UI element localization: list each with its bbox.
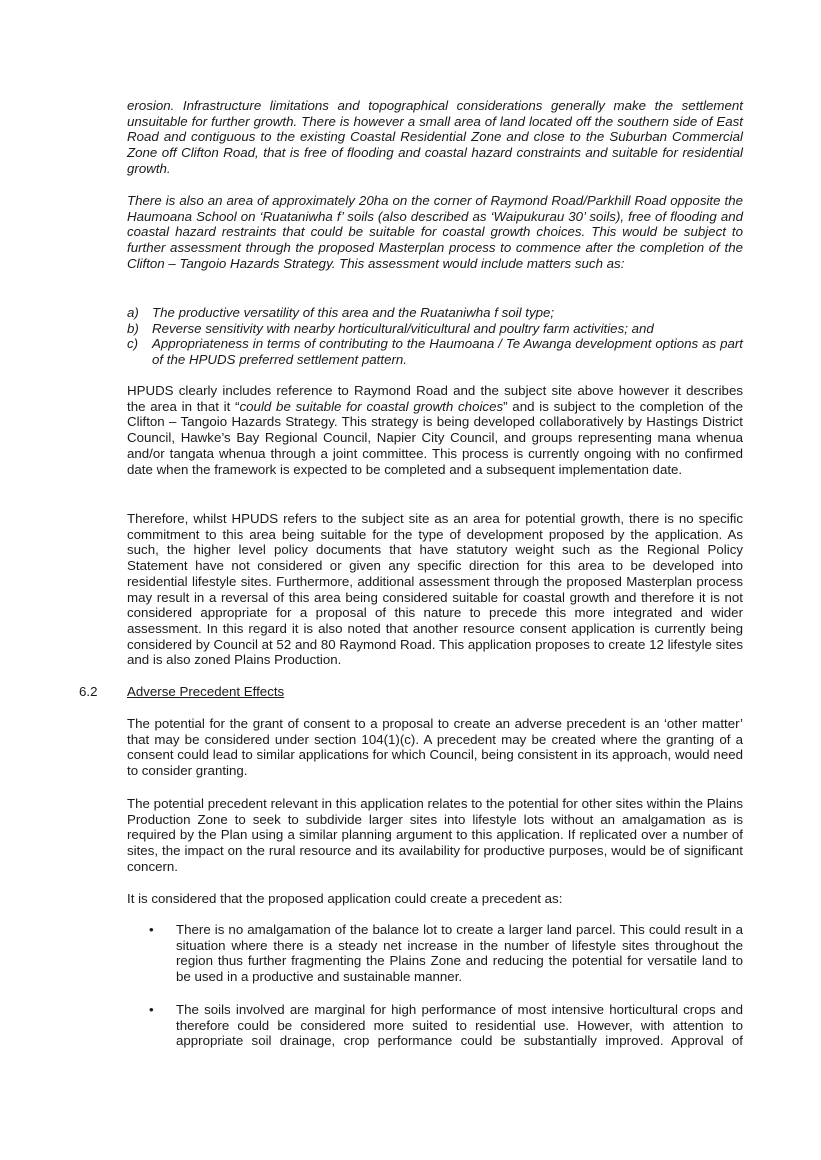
paragraph-erosion: erosion. Infrastructure limitations and topographical considerations generally make the settlement unsuitable for further growth. There is however a small area of land located off the southern side of East Road and contiguous to the existing Coastal Residential Zone and close to the Suburban Commercial Zone off Clifton Road, that is free of flooding and coastal hazard constraints and suitable for residential growth. — [127, 98, 743, 176]
list-item-label: c) — [127, 336, 139, 351]
paragraph-text: HPUDS clearly includes reference to Raymond Road and the subject site above however it describes the area in that it “ — [127, 383, 743, 414]
paragraph-precedent-list-intro: It is considered that the proposed application could create a precedent as: — [127, 891, 563, 906]
bullet-text: There is no amalgamation of the balance lot to create a larger land parcel. This could result in a situation where there is a steady net increase in the number of lifestyle sites throughout the region thus further fragmenting the Plains Zone and reducing the potential for versatile land to be used in a productive and sustainable manner. — [176, 922, 743, 985]
paragraph-raymond-road-area: There is also an area of approximately 20ha on the corner of Raymond Road/Parkhill Road opposite the Haumoana School on ‘Ruataniwha f’ soils (also described as ‘Waipukurau 30’ soils), free of flooding and coastal hazard restraints that could be suitable for coastal growth choices. This would be subject to further assessment through the proposed Masterplan process to commence after the completion of the Clifton – Tangoio Hazards Strategy. This assessment would include matters such as: — [127, 193, 743, 271]
paragraph-hpuds-reference — [127, 383, 743, 477]
paragraph-therefore: Therefore, whilst HPUDS refers to the subject site as an area for potential growth, there is no specific commitment to this area being suitable for the type of development proposed by the application. As such, the higher level policy documents that have statutory weight such as the Regional Policy Statement have not considered or given any specific direction for this area to be developed into residential lifestyle sites. Furthermore, additional assessment through the proposed Masterplan process may result in a reversal of this area being considered suitable for coastal growth and therefore it is not considered appropriate for a proposal of this nature to precede this more integrated and wider assessment. In this regard it is also noted that another resource consent application is currently being considered by Council at 52 and 80 Raymond Road. This application proposes to create 12 lifestyle sites and is also zoned Plains Production. — [127, 511, 743, 668]
list-item-text: Reverse sensitivity with nearby horticultural/viticultural and poultry farm activities; and — [152, 321, 654, 336]
paragraph-text: ” and is subject to the completion of the Clifton – Tangoio Hazards Strategy. This strategy is being developed collaboratively by Hastings District Council, Hawke’s Bay Regional Council, Napier City Council, and groups representing mana whenua and/or tangata whenua through a joint committee. This process is currently ongoing with no confirmed date when the framework is expected to be completed and a subsequent implementation date. — [127, 398, 743, 477]
quoted-phrase: could be suitable for coastal growth choices — [239, 398, 504, 414]
paragraph-precedent-intro: The potential for the grant of consent to a proposal to create an adverse precedent is an ‘other matter’ that may be considered under section 104(1)(c). A precedent may be created where the granting of a consent could lead to similar applications for which Council, being consistent in its approach, would need to consider granting. — [127, 716, 743, 779]
list-item-text: Appropriateness in terms of contributing to the Haumoana / Te Awanga development options as part of the HPUDS preferred settlement pattern. — [152, 336, 743, 367]
bullet-icon: • — [149, 922, 154, 937]
bullet-icon: • — [149, 1002, 154, 1017]
section-number: 6.2 — [79, 684, 98, 699]
list-item-text: The productive versatility of this area and the Ruataniwha f soil type; — [152, 305, 555, 320]
paragraph-potential-precedent: The potential precedent relevant in this application relates to the potential for other sites within the Plains Production Zone to seek to subdivide larger sites into lifestyle lots without an amalgamation as is required by the Plan using a similar planning argument to this application. If replicated over a number of sites, the impact on the rural resource and its availability for productive purposes, would be of significant concern. — [127, 796, 743, 874]
list-item-label: b) — [127, 321, 139, 336]
list-item-label: a) — [127, 305, 139, 320]
bullet-text: The soils involved are marginal for high performance of most intensive horticultural crops and therefore could be considered more suited to residential use. However, with attention to appropriate soil drainage, crop performance could be substantially improved. Approval of — [176, 1002, 743, 1049]
section-heading: Adverse Precedent Effects — [127, 684, 285, 699]
